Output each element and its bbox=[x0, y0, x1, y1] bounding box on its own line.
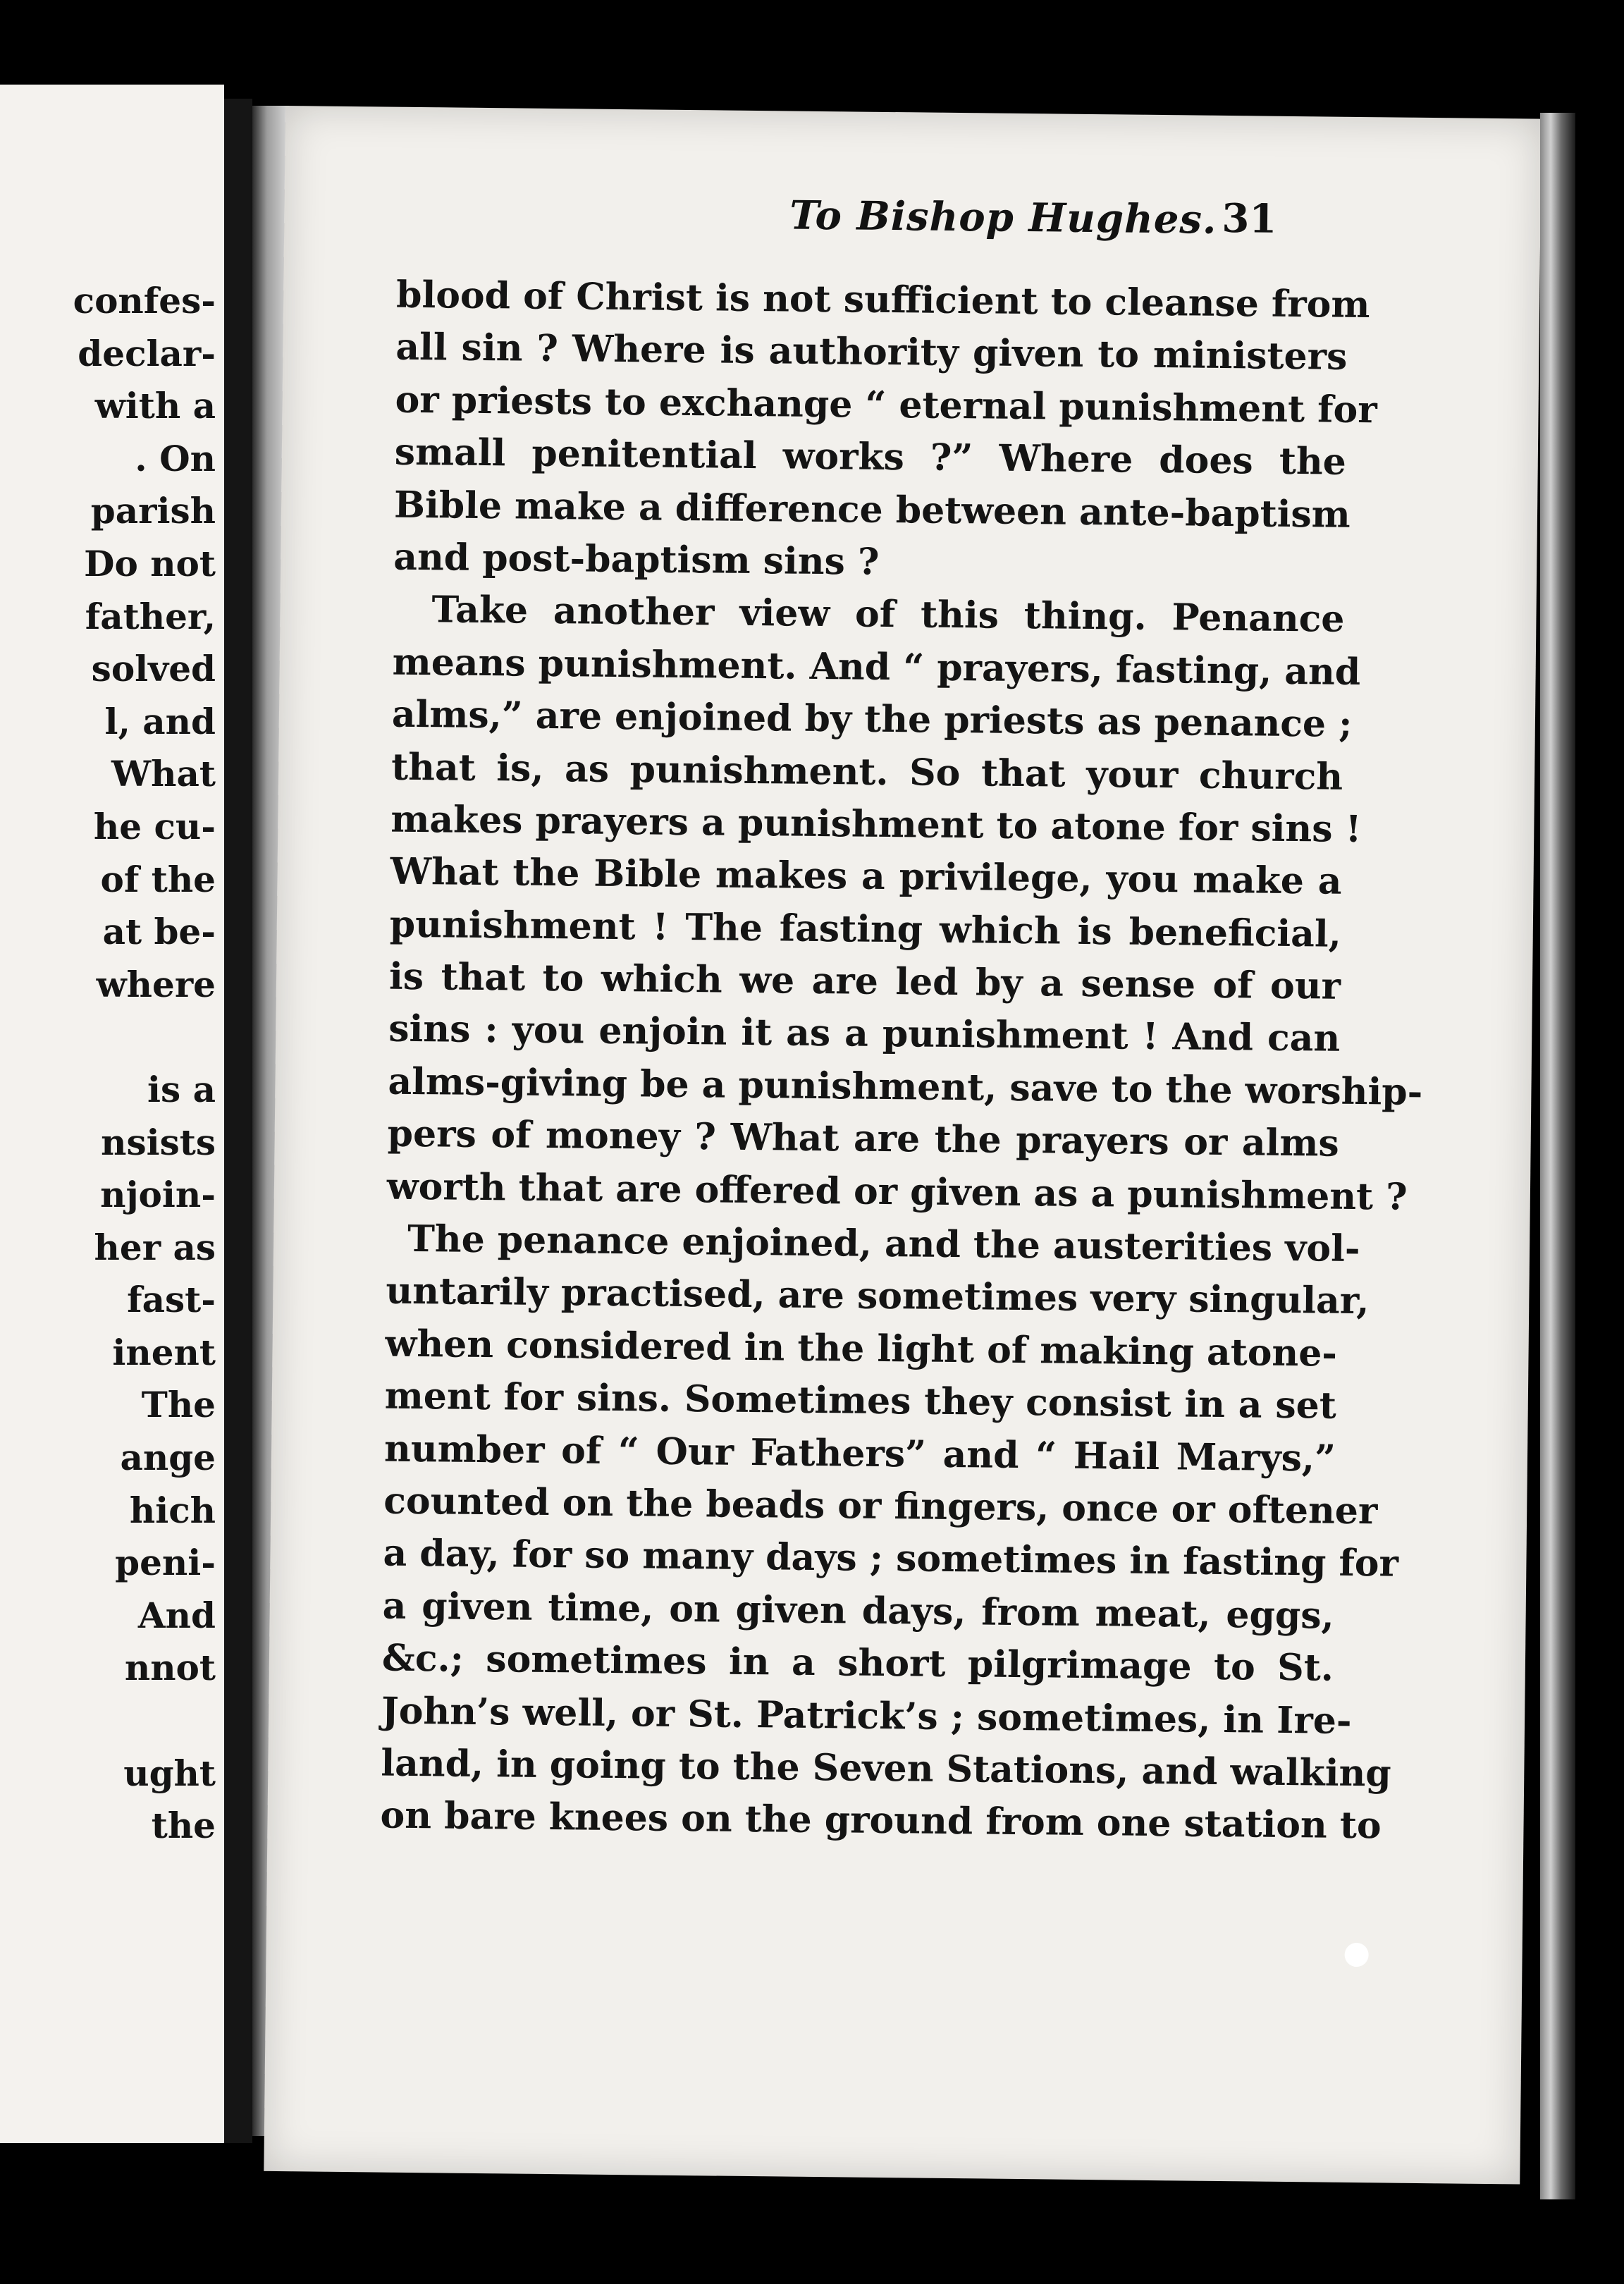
left-line: solved bbox=[91, 648, 216, 690]
left-line: is a bbox=[147, 1068, 216, 1110]
paper-blemish bbox=[1344, 1943, 1368, 1967]
left-line: ange bbox=[120, 1437, 216, 1479]
text-line: sins : you enjoin it as a punishment ! And can bbox=[388, 1007, 1341, 1061]
left-line: parish bbox=[90, 490, 216, 532]
text-line: a given time, on given days, from meat, eggs, bbox=[382, 1584, 1334, 1638]
left-line: he cu- bbox=[93, 805, 216, 847]
text-line: pers of money ? What are the prayers or alms bbox=[387, 1112, 1339, 1165]
text-line: all sin ? Where is authority given to ministers bbox=[395, 326, 1348, 379]
text-line: or priests to exchange “ eternal punishment for bbox=[395, 378, 1377, 432]
page-number: 31 bbox=[1222, 195, 1277, 242]
text-line: &c.; sometimes in a short pilgrimage to St. bbox=[381, 1636, 1334, 1690]
left-line: . On bbox=[135, 437, 216, 479]
running-head: To Bishop Hughes. bbox=[789, 192, 1217, 243]
page-fore-edge bbox=[1540, 113, 1575, 2199]
text-line: on bare knees on the ground from one station to bbox=[380, 1793, 1382, 1848]
left-facing-page bbox=[0, 85, 224, 2143]
text-line: when considered in the light of making atone- bbox=[385, 1322, 1338, 1375]
right-page bbox=[264, 106, 1542, 2185]
text-line: ment for sins. Sometimes they consist in a set bbox=[384, 1374, 1337, 1428]
book-gutter bbox=[224, 99, 252, 2143]
left-line: peni- bbox=[115, 1542, 216, 1584]
left-line: declar- bbox=[78, 332, 216, 374]
left-line: father, bbox=[85, 595, 216, 637]
left-line: Do not bbox=[84, 542, 216, 584]
text-line: that is, as punishment. So that your church bbox=[390, 745, 1343, 799]
left-line: confes- bbox=[73, 280, 216, 321]
left-line: What bbox=[111, 753, 216, 795]
text-line: punishment ! The fasting which is beneficial, bbox=[389, 902, 1342, 956]
text-line: a day, for so many days ; sometimes in fasting for bbox=[383, 1531, 1399, 1586]
left-line: hich bbox=[129, 1489, 216, 1531]
left-line: with a bbox=[94, 385, 216, 427]
text-line: untarily practised, are sometimes very singular, bbox=[386, 1270, 1370, 1323]
page-body-text bbox=[380, 269, 1423, 1853]
left-line: nnot bbox=[124, 1647, 216, 1689]
text-line: The penance enjoined, and the austerities vol- bbox=[407, 1217, 1360, 1271]
left-line: fast- bbox=[127, 1279, 216, 1321]
left-line: at be- bbox=[102, 911, 216, 953]
left-line: inent bbox=[112, 1331, 216, 1373]
text-line: alms,” are enjoined by the priests as penance ; bbox=[391, 692, 1353, 747]
left-line: The bbox=[141, 1384, 216, 1426]
text-line: and post-baptism sins ? bbox=[393, 535, 880, 584]
text-line: John’s well, or St. Patrick’s ; sometimes, in Ire- bbox=[381, 1689, 1352, 1743]
text-line: is that to which we are led by a sense of our bbox=[388, 954, 1341, 1008]
text-line: alms-giving be a punishment, save to the worship- bbox=[388, 1060, 1423, 1114]
text-line: blood of Christ is not sufficient to cleanse from bbox=[395, 273, 1370, 327]
left-line bbox=[73, 1695, 216, 1748]
text-line: Take another view of this thing. Penance bbox=[431, 588, 1345, 641]
text-line: What the Bible makes a privilege, you make a bbox=[390, 849, 1342, 904]
left-line bbox=[73, 1011, 216, 1064]
left-line: nsists bbox=[101, 1121, 216, 1163]
left-line: her as bbox=[94, 1226, 216, 1268]
text-line: land, in going to the Seven Stations, and walking bbox=[381, 1741, 1391, 1795]
left-line: the bbox=[151, 1805, 216, 1847]
text-line: Bible make a difference between ante-baptism bbox=[393, 483, 1351, 536]
text-line: means punishment. And “ prayers, fasting, and bbox=[392, 640, 1361, 694]
left-line: njoin- bbox=[100, 1174, 216, 1216]
text-line: number of “ Our Fathers” and “ Hail Marys,” bbox=[383, 1427, 1336, 1480]
left-line: And bbox=[137, 1594, 216, 1636]
left-page-text bbox=[73, 275, 216, 1853]
left-line: where bbox=[96, 963, 216, 1005]
text-line: small penitential works ?” Where does the bbox=[394, 430, 1347, 484]
left-line: of the bbox=[100, 858, 216, 900]
text-line: counted on the beads or fingers, once or oftener bbox=[383, 1479, 1378, 1533]
text-line: worth that are offered or given as a punishment ? bbox=[386, 1165, 1408, 1219]
text-line: makes prayers a punishment to atone for sins ! bbox=[390, 797, 1362, 851]
left-line: l, and bbox=[104, 700, 216, 742]
left-line: ught bbox=[123, 1752, 216, 1794]
